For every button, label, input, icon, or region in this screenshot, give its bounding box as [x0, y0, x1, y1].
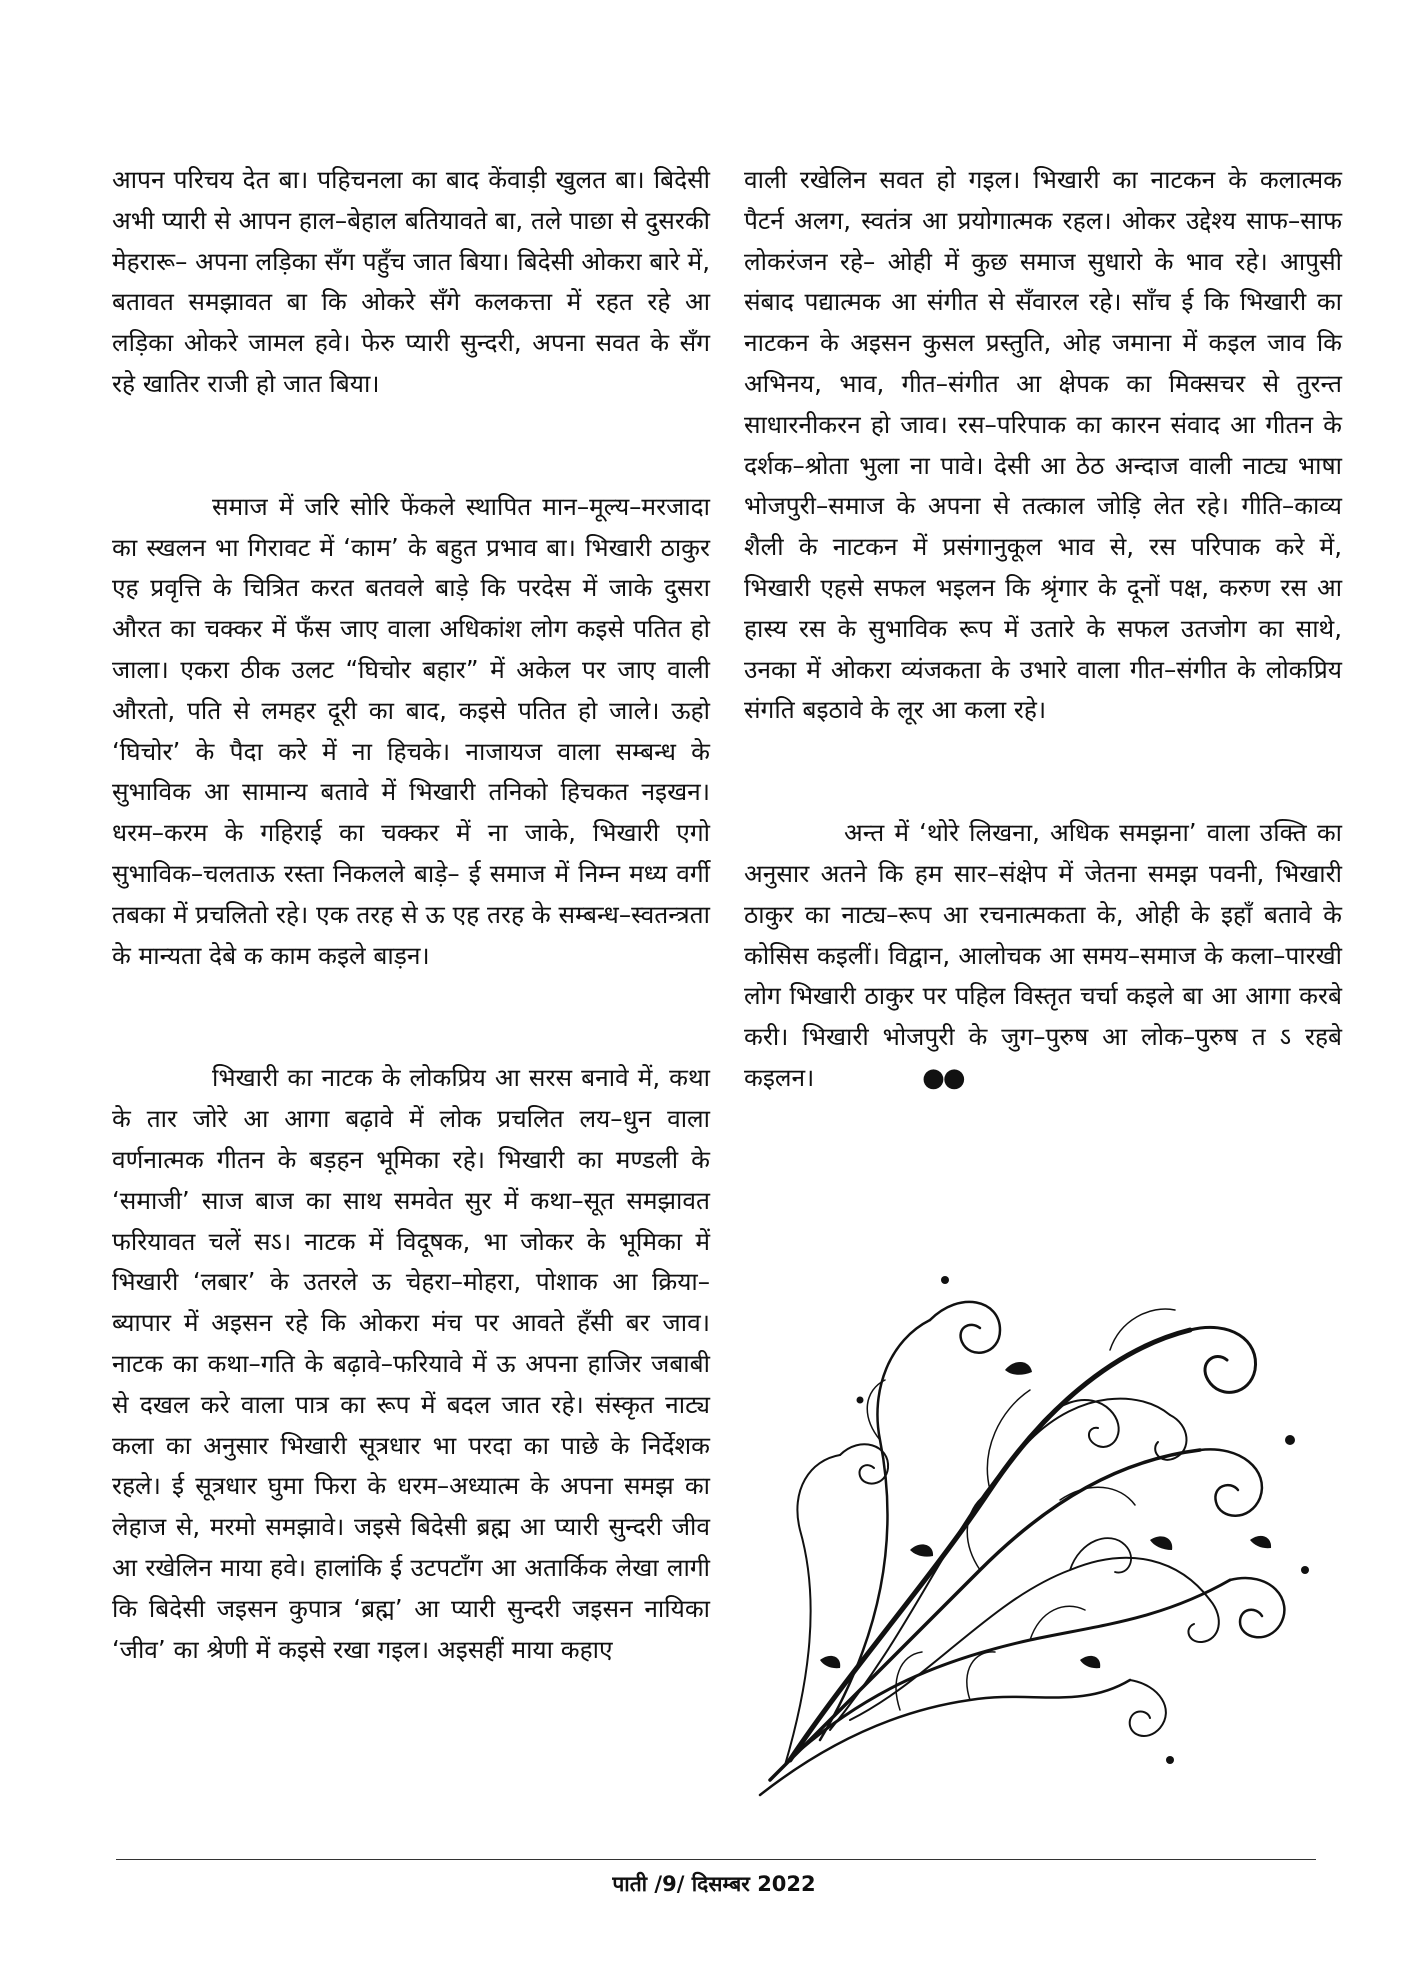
paragraph-gap: [112, 405, 710, 487]
paragraph-gap: [112, 976, 710, 1058]
paragraph: समाज में जरि सोरि फेंकले स्थापित मान–मूल्य–मरजादा का स्खलन भा गिरावट में ‘काम’ के बहुत प्रभाव बा। भिखारी ठाकुर एह प्रवृत्ति के चित्रित करत बतवले बाड़े कि परदेस में जाके दुसरा औरत का चक्कर में फँस जाए वाला अधिकांश लोग कइसे पतित हो जाला। एकरा ठीक उलट “घिचोर बहार” में अकेल पर जाए वाली औरतो, पति से लमहर दूरी का बाद, कइसे पतित हो जाले। ऊहो ‘घिचोर’ के पैदा करे में ना हिचके। नाजायज वाला सम्बन्ध के सुभाविक आ सामान्य बतावे में भिखारी तनिको हिचकत नइखन। धरम–करम के गहिराई का चक्कर में ना जाके, भिखारी एगो सुभाविक–चलताऊ रस्ता निकलले बाड़े– ई समाज में निम्न मध्य वर्गी तबका में प्रचलितो रहे। एक तरह से ऊ एह तरह के सम्बन्ध–स्वतन्त्रता के मान्यता देबे क काम कइले बाड़न।: [112, 491, 710, 970]
floral-swirl-icon: [730, 1240, 1330, 1800]
paragraph: भिखारी का नाटक के लोकप्रिय आ सरस बनावे में, कथा के तार जोरे आ आगा बढ़ावे में लोक प्रचलित लय–धुन वाला वर्णनात्मक गीतन के बड़हन भूमिका रहे। भिखारी का मण्डली के ‘समाजी’ साज बाज का साथ समवेत सुर में कथा–सूत समझावत फरियावत चलें सऽ। नाटक में विदूषक, भा जोकर के भूमिका में भिखारी ‘लबार’ के उतरले ऊ चेहरा–मोहरा, पोशाक आ क्रिया–ब्यापार में अइसन रहे कि ओकरा मंच पर आवते हँसी बर जाव। नाटक का कथा–गति के बढ़ावे–फरियावे में ऊ अपना हाजिर जबाबी से दखल करे वाला पात्र का रूप में बदल जात रहे। संस्कृत नाट्य कला का अनुसार भिखारी सूत्रधार भा परदा का पाछे के निर्देशक रहले। ई सूत्रधार घुमा फिरा के धरम–अध्यात्म के अपना समझ का लेहाज से, मरमो समझावे। जइसे बिदेसी ब्रह्म आ प्यारी सुन्दरी जीव आ रखेलिन माया हवे। हालांकि ई उटपटाँग आ अतार्किक लेखा लागी कि बिदेसी जइसन कुपात्र ‘ब्रह्म’ आ प्यारी सुन्दरी जइसन नायिका ‘जीव’ का श्रेणी में कइसे रखा गइल। अइसहीं माया कहाए: [112, 1063, 710, 1664]
end-mark-icon: ●●: [922, 1062, 964, 1093]
paragraph: [744, 813, 1342, 1099]
paragraph: आपन परिचय देत बा। पहिचनला का बाद केंवाड़ी खुलत बा। बिदेसी अभी प्यारी से आपन हाल–बेहाल बतियावते बा, तले पाछा से दुसरकी मेहरारू– अपना लड़िका सँग पहुँच जात बिया। बिदेसी ओकरा बारे में, बतावत समझावत बा कि ओकरे सँगे कलकत्ता में रहत रहे आ लड़िका ओकरे जामल हवे। फेरु प्यारी सुन्दरी, अपना सवत के सँग रहे खातिर राजी हो जात बिया।: [112, 165, 710, 398]
paragraph-text: अन्त में ‘थोरे लिखना, अधिक समझना’ वाला उक्ति का अनुसार अतने कि हम सार–संक्षेप में जेतना समझ पवनी, भिखारी ठाकुर का नाट्य–रूप आ रचनात्मकता के, ओही के इहाँ बतावे के कोसिस कइलीं। विद्वान, आलोचक आ समय–समाज के कला–पारखी लोग भिखारी ठाकुर पर पहिल विस्तृत चर्चा कइले बा आ आगा करबे करी। भिखारी भोजपुरी के जुग–पुरुष आ लोक–पुरुष त ऽ रहबे कइलन।: [744, 818, 1342, 1092]
left-column: [112, 160, 710, 1670]
footer-rule: [116, 1859, 1316, 1860]
right-column: [744, 160, 1342, 1099]
paragraph: वाली रखेलिन सवत हो गइल। भिखारी का नाटकन के कलात्मक पैटर्न अलग, स्वतंत्र आ प्रयोगात्मक रहल। ओकर उद्देश्य साफ–साफ लोकरंजन रहे– ओही में कुछ समाज सुधारो के भाव रहे। आपुसी संबाद पद्यात्मक आ संगीत से सँवारल रहे। साँच ई कि भिखारी का नाटकन के अइसन कुसल प्रस्तुति, ओह जमाना में कइल जाव कि अभिनय, भाव, गीत–संगीत आ क्षेपक का मिक्सचर से तुरन्त साधारनीकरन हो जाव। रस–परिपाक का कारन संवाद आ गीतन के दर्शक–श्रोता भुला ना पावे। देसी आ ठेठ अन्दाज वाली नाट्य भाषा भोजपुरी–समाज के अपना से तत्काल जोड़ि लेत रहे। गीति–काव्य शैली के नाटकन में प्रसंगानुकूल भाव से, रस परिपाक करे में, भिखारी एहसे सफल भइलन कि श्रृंगार के दूनों पक्ष, करुण रस आ हास्य रस के सुभाविक रूप में उतारे के सफल उतजोग का साथे, उनका में ओकरा व्यंजकता के उभारे वाला गीत–संगीत के लोकप्रिय संगति बइठावे के लूर आ कला रहे।: [744, 165, 1342, 725]
page-footer: पाती /9/ दिसम्बर 2022: [612, 1872, 816, 1896]
paragraph-gap: [744, 731, 1342, 813]
